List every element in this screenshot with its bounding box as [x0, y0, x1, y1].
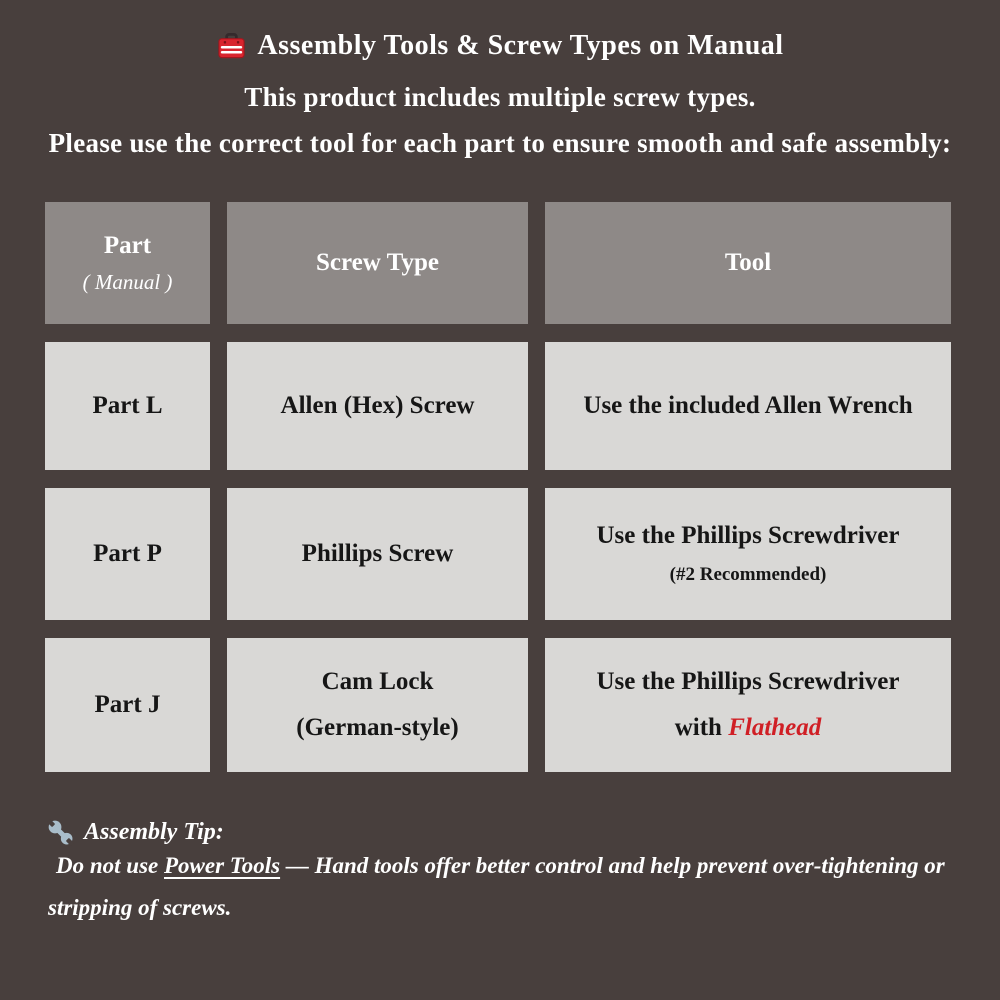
- assembly-tip-heading: [46, 818, 224, 847]
- part-name: Part L: [92, 392, 163, 419]
- subtitle-screw-types: This product includes multiple screw types.: [244, 82, 756, 112]
- wrench-icon: [46, 818, 75, 847]
- screw-type: Allen (Hex) Screw: [280, 392, 475, 419]
- screw-type: Phillips Screw: [301, 540, 454, 567]
- table-row-2-tool: [545, 488, 951, 620]
- assembly-tip-label: Assembly Tip:: [84, 819, 224, 845]
- header-cell-screw-type: [227, 202, 528, 324]
- table-row-2-screw: [227, 488, 528, 620]
- part-name: Part J: [94, 691, 161, 718]
- table-row-1-tool: [545, 342, 951, 470]
- table-row-3-screw: [227, 638, 528, 772]
- screw-type-line2: (German-style): [296, 714, 459, 741]
- screw-type-line1: Cam Lock: [321, 668, 434, 695]
- tool-instruction: Use the Phillips Screwdriver: [596, 668, 900, 695]
- assembly-tip-text-line2: stripping of screws.: [48, 895, 232, 920]
- tip-text-power-tools: Power Tools: [164, 853, 281, 878]
- header-tool-label: Tool: [724, 249, 772, 276]
- header-screw-type-label: Screw Type: [316, 249, 439, 276]
- assembly-table: [45, 202, 951, 772]
- subtitle-instruction: Please use the correct tool for each part to ensure smooth and safe assembly:: [48, 128, 952, 158]
- tool-instruction: Use the Phillips Screwdriver: [596, 522, 900, 549]
- header-cell-tool: [545, 202, 951, 324]
- tool-note-flathead: Flathead: [728, 714, 822, 741]
- table-row-1-part: [45, 342, 210, 470]
- table-row-2-part: [45, 488, 210, 620]
- part-name: Part P: [93, 540, 162, 567]
- tool-note: (#2 Recommended): [669, 564, 827, 585]
- table-row-3-tool: [545, 638, 951, 772]
- page-title: [0, 30, 1000, 62]
- tool-note: [675, 714, 822, 742]
- tool-instruction: Use the included Allen Wrench: [583, 392, 913, 419]
- toolbox-icon: [216, 31, 247, 61]
- assembly-tip-text-line1: [48, 853, 986, 879]
- page-title-text: Assembly Tools & Screw Types on Manual: [257, 30, 784, 61]
- header-part-sublabel: ( Manual ): [82, 269, 173, 294]
- tip-text-pre: Do not use: [56, 853, 164, 878]
- table-row-1-screw: [227, 342, 528, 470]
- header-part-label: Part: [103, 231, 152, 259]
- table-row-3-part: [45, 638, 210, 772]
- header-cell-part: [45, 202, 210, 324]
- tip-text-post: — Hand tools offer better control and help prevent over-tightening or: [280, 853, 945, 878]
- tool-note-prefix: with: [674, 714, 729, 741]
